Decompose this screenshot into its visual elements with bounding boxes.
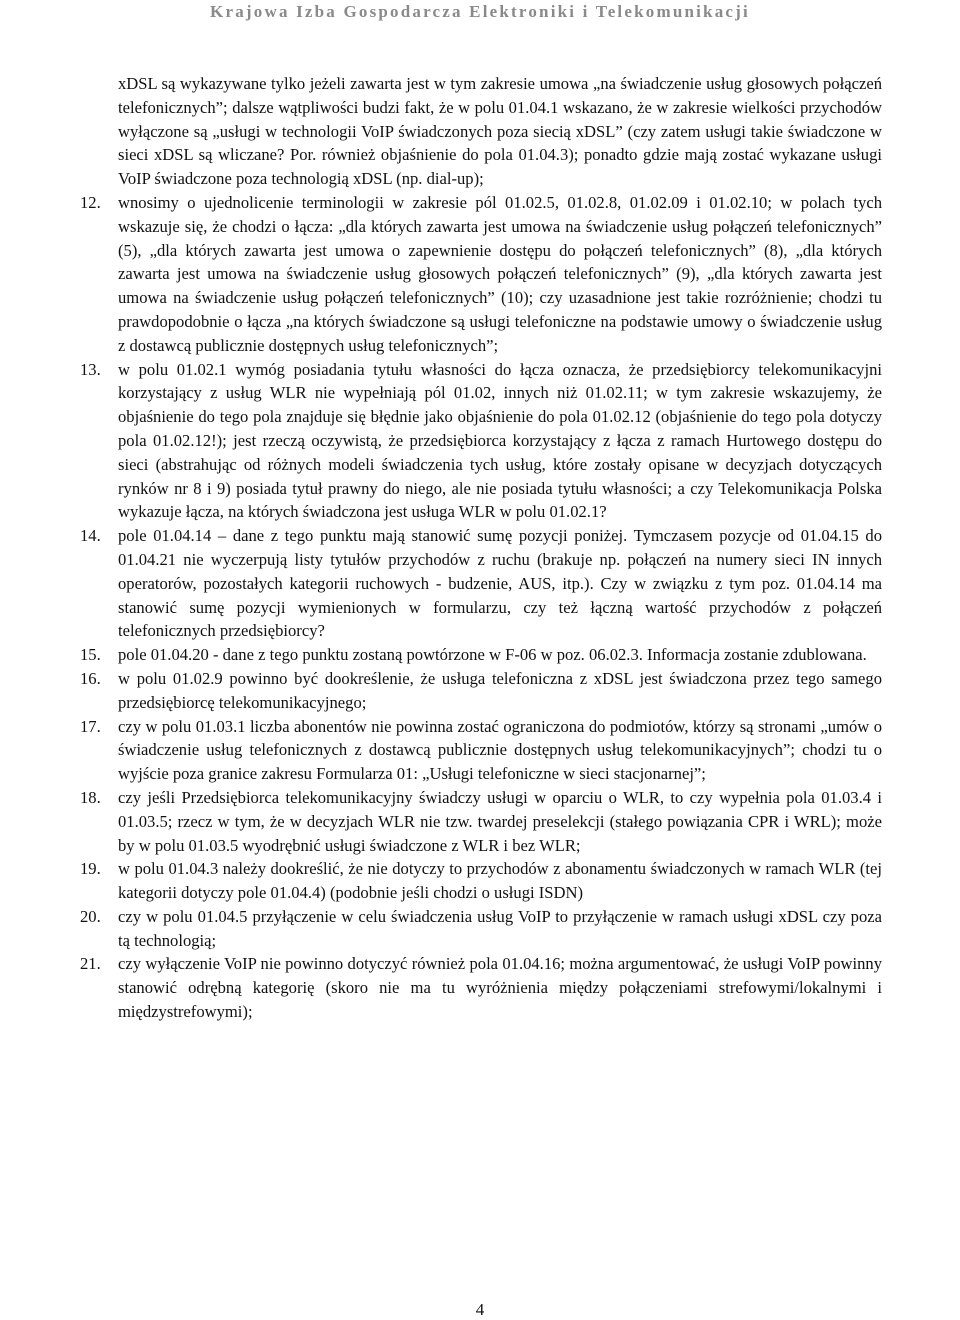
page-number: 4 — [475, 1300, 485, 1319]
list-item-continuation — [80, 72, 882, 191]
list-item-number: 18. — [80, 787, 101, 807]
list-item — [80, 857, 882, 905]
list-item-number: 16. — [80, 668, 101, 688]
list-item — [80, 524, 882, 643]
list-item — [80, 952, 882, 1023]
list-item-number: 21. — [80, 954, 101, 974]
list-item-number: 12. — [80, 192, 101, 212]
list-item — [80, 905, 882, 953]
list-item-text: pole 01.04.14 – dane z tego punktu mają stanowić sumę pozycji poniżej. Tymczasem pozycje od 01.04.15 do 01.04.21 nie wyczerpują listy tytułów przychodów z ruchu (brakuje np. połączeń na numery sieci IN innych operatorów, pozostałych kategorii ruchowych - budzenie, AUS, itp.). Czy w związku z tym poz. 01.04.14 ma stanowić sumę pozycji wymienionych w formularzu, czy też łączną wartość przychodów z połączeń telefonicznych przedsiębiorcy? — [118, 526, 882, 641]
list-item — [80, 715, 882, 786]
page-header: Krajowa Izba Gospodarcza Elektroniki i Telekomunikacji — [210, 2, 750, 21]
document-body — [80, 72, 882, 1024]
list-item-text: w polu 01.02.1 wymóg posiadania tytułu własności do łącza oznacza, że przedsiębiorcy telekomunikacyjni korzystający z usług WLR nie wypełniają pól 01.02, innych niż 01.02.11; w tym zakresie wskazujemy, że objaśnienie do tego pola znajduje się błędnie jako objaśnienie do pola 01.02.12 (objaśnienie do tego pola dotyczy pola 01.02.12!); jest rzeczą oczywistą, że przedsiębiorca korzystający z łącza z ramach Hurtowego dostępu do sieci (abstrahując od różnych modeli świadczenia tych usług, które zostały opisane w decyzjach dotyczących rynków nr 8 i 9) posiada tytuł prawny do niego, ale nie posiada tytułu własności; a czy Telekomunikacja Polska wykazuje łącza, na których świadczona jest usługa WLR w polu 01.02.1? — [118, 359, 882, 522]
list-item-number: 19. — [80, 859, 101, 879]
list-item-text: czy wyłączenie VoIP nie powinno dotyczyć również pola 01.04.16; można argumentować, że usługi VoIP powinny stanowić odrębną kategorię (skoro nie ma tu wyróżnienia między połączeniami strefowymi/lokalnymi i międzystrefowymi); — [118, 954, 882, 1022]
list-item-text: w polu 01.02.9 powinno być dookreślenie, że usługa telefoniczna z xDSL jest świadczona przez tego samego przedsiębiorcę telekomunikacyjnego; — [118, 668, 882, 712]
list-item-number: 17. — [80, 716, 101, 736]
list-item — [80, 786, 882, 857]
list-item-text: w polu 01.04.3 należy dookreślić, że nie dotyczy to przychodów z abonamentu świadczonych w ramach WLR (tej kategorii dotyczy pole 01.04.4) (podobnie jeśli chodzi o usługi ISDN) — [118, 859, 882, 903]
list-item — [80, 191, 882, 358]
list-item-text: czy jeśli Przedsiębiorca telekomunikacyjny świadczy usługi w oparciu o WLR, to czy wypełnia pola 01.03.4 i 01.03.5; rzecz w tym, że w decyzjach WLR nie tzw. twardej preselekcji (stałego powiązania CPR i WRL); może by w polu 01.03.5 wyodrębnić usługi świadczone z WLR i bez WLR; — [118, 787, 882, 855]
list-item-text: czy w polu 01.03.1 liczba abonentów nie powinna zostać ograniczona do podmiotów, którzy są stronami „umów o świadczenie usług telefonicznych z dostawcą publicznie dostępnych usług telekomunikacyjnych”; chodzi tu o wyjście poza granice zakresu Formularza 01: „Usługi telefoniczne w sieci stacjonarnej”; — [118, 716, 882, 784]
list-item — [80, 358, 882, 525]
list-item — [80, 643, 882, 667]
numbered-list — [80, 191, 882, 1024]
list-item-number: 14. — [80, 526, 101, 546]
list-item-text: czy w polu 01.04.5 przyłączenie w celu świadczenia usług VoIP to przyłączenie w ramach usługi xDSL czy poza tą technologią; — [118, 906, 882, 950]
list-item-number: 15. — [80, 645, 101, 665]
list-item — [80, 667, 882, 715]
list-item-number: 13. — [80, 359, 101, 379]
list-item-text: xDSL są wykazywane tylko jeżeli zawarta jest w tym zakresie umowa „na świadczenie usług głosowych połączeń telefonicznych”; dalsze wątpliwości budzi fakt, że w polu 01.04.1 wskazano, że w zakresie wielkości przychodów wyłączone są „usługi w technologii VoIP świadczonych poza siecią xDSL” (czy zatem usługi takie świadczone w sieci xDSL są wliczane? Por. również objaśnienie do pola 01.04.3); ponadto gdzie mają zostać wykazane usługi VoIP świadczone poza technologią xDSL (np. dial-up); — [118, 74, 882, 189]
list-item-number: 20. — [80, 906, 101, 926]
list-item-text: wnosimy o ujednolicenie terminologii w zakresie pól 01.02.5, 01.02.8, 01.02.09 i 01.02.10; w polach tych wskazuje się, że chodzi o łącza: „dla których zawarta jest umowa na świadczenie usług połączeń telefonicznych” (5), „dla których zawarta jest umowa o zapewnienie dostępu do połączeń telefonicznych” (8), „dla których zawarta jest umowa na świadczenie usług głosowych połączeń telefonicznych” (9), „dla których zawarta jest umowa na świadczenie usług połączeń telefonicznych” (10); czy uzasadnione jest takie rozróżnienie; chodzi tu prawdopodobnie o łącza „na których świadczone są usługi telefoniczne na podstawie umowy o świadczenie usług z dostawcą publicznie dostępnych usług telefonicznych”; — [118, 192, 882, 355]
list-item-text: pole 01.04.20 - dane z tego punktu zostaną powtórzone w F-06 w poz. 06.02.3. Informacja zostanie zdublowana. — [118, 645, 867, 665]
